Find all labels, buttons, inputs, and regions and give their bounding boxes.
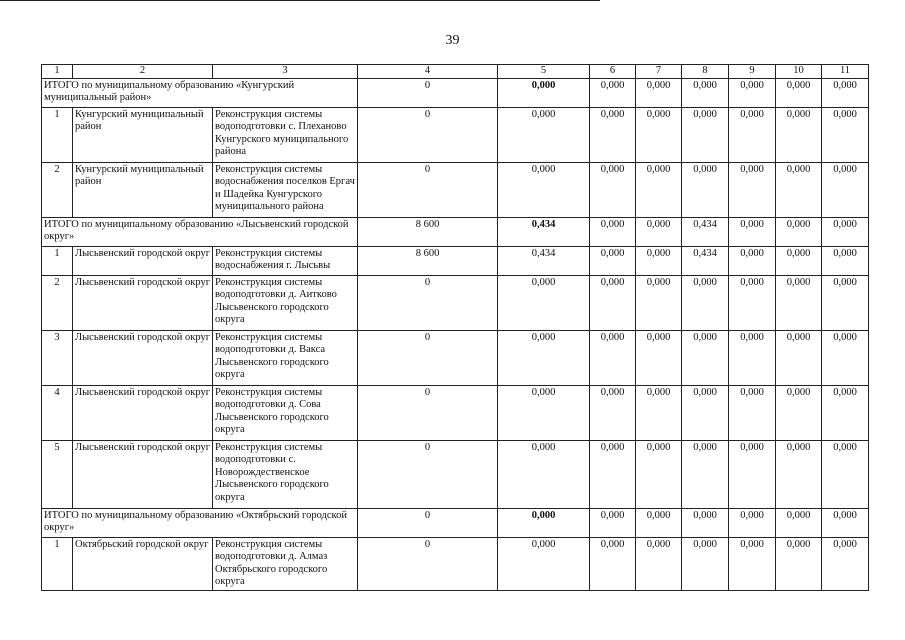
value-cell: 0,000 [498, 385, 590, 440]
top-border-line [0, 0, 600, 1]
column-header-row [42, 65, 869, 79]
column-header: 5 [498, 65, 590, 79]
value-cell: 0,000 [590, 246, 636, 275]
table-row [42, 162, 869, 217]
value-cell: 0,000 [590, 330, 636, 385]
total-label: ИТОГО по муниципальному образованию «Октябрьский городской округ» [42, 508, 358, 537]
total-value: 0,000 [776, 78, 822, 107]
value-cell: 0,000 [682, 537, 729, 590]
row-number: 1 [42, 107, 73, 162]
total-value: 0,434 [682, 217, 729, 246]
total-value: 0,000 [776, 217, 822, 246]
value-cell: 0,000 [729, 440, 776, 508]
value-cell: 0,000 [729, 385, 776, 440]
value-cell: 0,000 [590, 537, 636, 590]
total-value: 0,000 [729, 508, 776, 537]
value-cell: 0,000 [822, 330, 869, 385]
value-cell: 0,000 [498, 275, 590, 330]
value-cell: 0 [358, 537, 498, 590]
value-cell: 0,434 [682, 246, 729, 275]
total-value: 0,000 [682, 508, 729, 537]
table-row [42, 385, 869, 440]
value-cell: 0,000 [498, 330, 590, 385]
value-cell: 0 [358, 440, 498, 508]
total-value: 0,000 [729, 217, 776, 246]
object-cell: Реконструкция системы водоподготовки д. Алмаз Октябрьского городского округа [213, 537, 358, 590]
column-header: 11 [822, 65, 869, 79]
column-header: 9 [729, 65, 776, 79]
funding-table [41, 64, 869, 591]
column-header: 4 [358, 65, 498, 79]
total-row [42, 217, 869, 246]
municipality-cell: Лысьвенский городской округ [73, 385, 213, 440]
value-cell: 0,000 [498, 537, 590, 590]
value-cell: 0,000 [636, 246, 682, 275]
value-cell: 0,000 [636, 162, 682, 217]
total-value: 0 [358, 508, 498, 537]
value-cell: 0,000 [682, 162, 729, 217]
total-label: ИТОГО по муниципальному образованию «Кунгурский муниципальный район» [42, 78, 358, 107]
total-value: 0,000 [636, 508, 682, 537]
value-cell: 0,000 [729, 537, 776, 590]
total-value: 0 [358, 78, 498, 107]
value-cell: 0,000 [776, 107, 822, 162]
table-row [42, 537, 869, 590]
column-header: 3 [213, 65, 358, 79]
value-cell: 0 [358, 107, 498, 162]
total-value: 0,000 [822, 78, 869, 107]
value-cell: 0,000 [822, 107, 869, 162]
total-value: 0,000 [682, 78, 729, 107]
value-cell: 8 600 [358, 246, 498, 275]
total-row [42, 508, 869, 537]
object-cell: Реконструкция системы водоснабжения поселков Ергач и Шадейка Кунгурского муниципального района [213, 162, 358, 217]
value-cell: 0,000 [729, 330, 776, 385]
value-cell: 0 [358, 275, 498, 330]
value-cell: 0,000 [498, 440, 590, 508]
value-cell: 0,000 [498, 162, 590, 217]
municipality-cell: Кунгурский муниципальный район [73, 107, 213, 162]
total-value: 0,000 [498, 78, 590, 107]
column-header: 8 [682, 65, 729, 79]
value-cell: 0,000 [776, 246, 822, 275]
value-cell: 0,000 [822, 162, 869, 217]
row-number: 1 [42, 537, 73, 590]
municipality-cell: Лысьвенский городской округ [73, 330, 213, 385]
value-cell: 0,000 [776, 537, 822, 590]
object-cell: Реконструкция системы водоснабжения г. Лысьвы [213, 246, 358, 275]
value-cell: 0,000 [776, 385, 822, 440]
municipality-cell: Октябрьский городской округ [73, 537, 213, 590]
value-cell: 0,000 [822, 246, 869, 275]
table-row [42, 246, 869, 275]
object-cell: Реконструкция системы водоподготовки д. Вакса Лысьвенского городского округа [213, 330, 358, 385]
total-value: 8 600 [358, 217, 498, 246]
value-cell: 0,434 [498, 246, 590, 275]
page-number: 39 [445, 33, 460, 48]
total-value: 0,000 [590, 508, 636, 537]
table-row [42, 330, 869, 385]
value-cell: 0,000 [636, 537, 682, 590]
table-row [42, 107, 869, 162]
value-cell: 0,000 [636, 107, 682, 162]
object-cell: Реконструкция системы водоподготовки д. Сова Лысьвенского городского округа [213, 385, 358, 440]
value-cell: 0,000 [682, 107, 729, 162]
total-value: 0,000 [822, 217, 869, 246]
total-value: 0,000 [498, 508, 590, 537]
value-cell: 0,000 [729, 275, 776, 330]
total-value: 0,434 [498, 217, 590, 246]
row-number: 1 [42, 246, 73, 275]
value-cell: 0,000 [776, 330, 822, 385]
value-cell: 0,000 [822, 440, 869, 508]
table-row [42, 275, 869, 330]
value-cell: 0 [358, 162, 498, 217]
value-cell: 0,000 [682, 330, 729, 385]
value-cell: 0,000 [590, 440, 636, 508]
value-cell: 0,000 [636, 440, 682, 508]
value-cell: 0,000 [776, 440, 822, 508]
value-cell: 0,000 [729, 162, 776, 217]
value-cell: 0,000 [682, 275, 729, 330]
total-value: 0,000 [636, 78, 682, 107]
total-value: 0,000 [776, 508, 822, 537]
value-cell: 0,000 [590, 107, 636, 162]
municipality-cell: Кунгурский муниципальный район [73, 162, 213, 217]
value-cell: 0,000 [729, 246, 776, 275]
object-cell: Реконструкция системы водоподготовки д. Аитково Лысьвенского городского округа [213, 275, 358, 330]
value-cell: 0,000 [822, 537, 869, 590]
value-cell: 0,000 [636, 330, 682, 385]
total-value: 0,000 [636, 217, 682, 246]
municipality-cell: Лысьвенский городской округ [73, 275, 213, 330]
value-cell: 0,000 [822, 275, 869, 330]
value-cell: 0,000 [682, 440, 729, 508]
column-header: 6 [590, 65, 636, 79]
table-row [42, 440, 869, 508]
value-cell: 0,000 [776, 275, 822, 330]
value-cell: 0,000 [590, 385, 636, 440]
value-cell: 0 [358, 385, 498, 440]
row-number: 4 [42, 385, 73, 440]
total-value: 0,000 [729, 78, 776, 107]
object-cell: Реконструкция системы водоподготовки с. Новорождественское Лысьвенского городского округа [213, 440, 358, 508]
total-value: 0,000 [822, 508, 869, 537]
municipality-cell: Лысьвенский городской округ [73, 440, 213, 508]
municipality-cell: Лысьвенский городской округ [73, 246, 213, 275]
total-value: 0,000 [590, 78, 636, 107]
value-cell: 0,000 [590, 162, 636, 217]
total-value: 0,000 [590, 217, 636, 246]
value-cell: 0,000 [822, 385, 869, 440]
row-number: 5 [42, 440, 73, 508]
column-header: 7 [636, 65, 682, 79]
value-cell: 0,000 [682, 385, 729, 440]
row-number: 2 [42, 162, 73, 217]
value-cell: 0 [358, 330, 498, 385]
value-cell: 0,000 [729, 107, 776, 162]
object-cell: Реконструкция системы водоподготовки с. Плехановo Кунгурского муниципального района [213, 107, 358, 162]
column-header: 2 [73, 65, 213, 79]
value-cell: 0,000 [636, 385, 682, 440]
value-cell: 0,000 [776, 162, 822, 217]
row-number: 2 [42, 275, 73, 330]
value-cell: 0,000 [590, 275, 636, 330]
column-header: 10 [776, 65, 822, 79]
row-number: 3 [42, 330, 73, 385]
value-cell: 0,000 [636, 275, 682, 330]
total-row [42, 78, 869, 107]
total-label: ИТОГО по муниципальному образованию «Лысьвенский городской округ» [42, 217, 358, 246]
value-cell: 0,000 [498, 107, 590, 162]
column-header: 1 [42, 65, 73, 79]
